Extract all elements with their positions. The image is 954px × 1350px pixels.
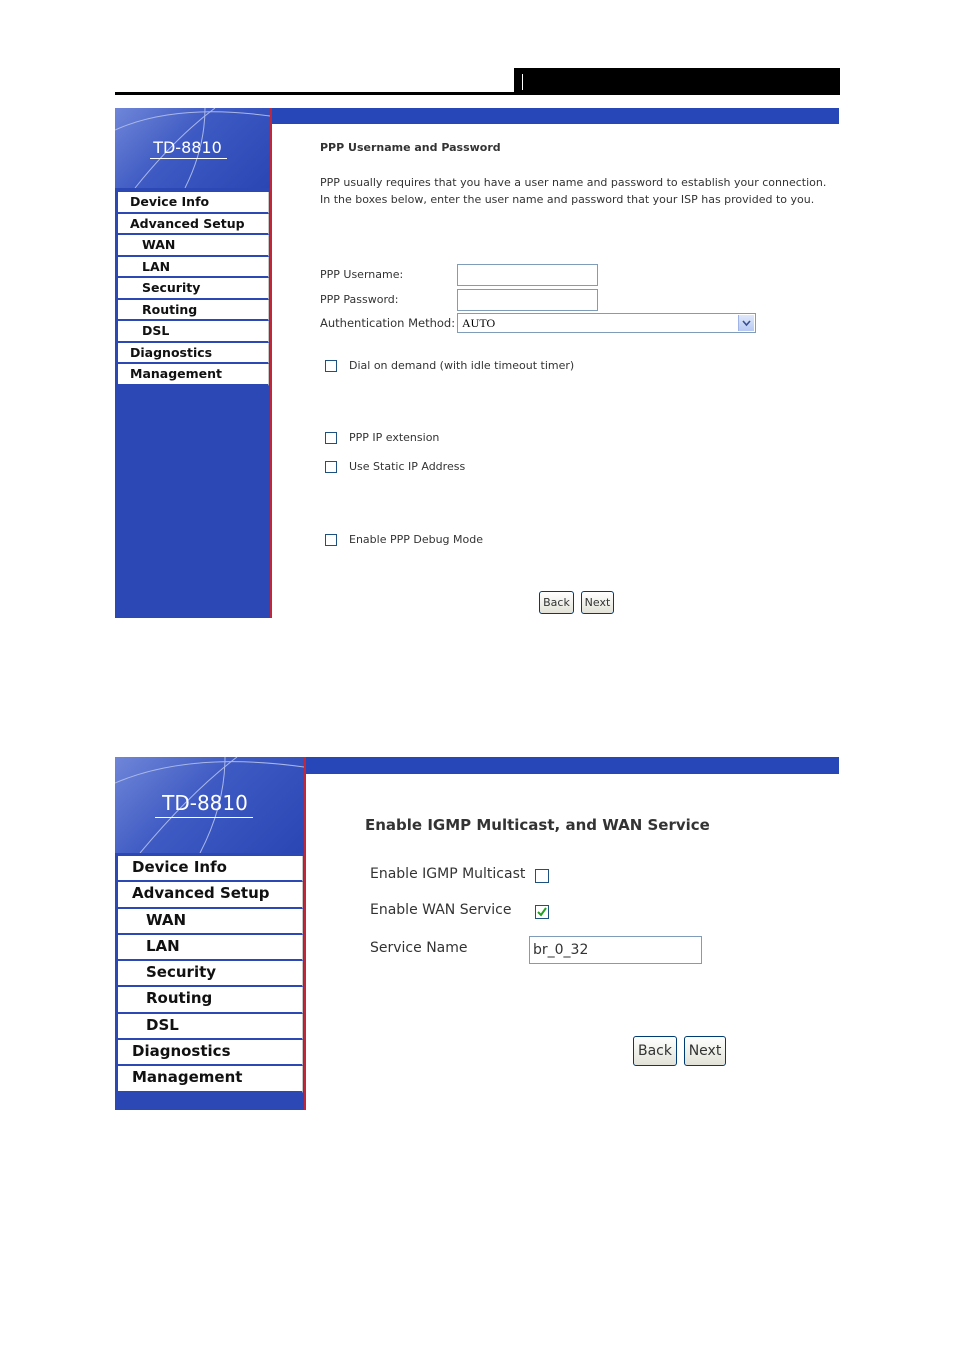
wan-service-checkbox[interactable]: [535, 905, 549, 919]
wan-service-label: Enable WAN Service: [370, 902, 512, 918]
logo-underline: [155, 817, 253, 818]
menu-diagnostics[interactable]: Diagnostics: [118, 343, 269, 365]
next-button[interactable]: Next: [581, 591, 614, 614]
menu-device-info[interactable]: Device Info: [118, 192, 269, 214]
password-input[interactable]: [457, 289, 598, 311]
ppp-ip-extension-checkbox[interactable]: [325, 432, 337, 444]
menu-advanced-setup[interactable]: Advanced Setup: [118, 882, 303, 908]
menu-dsl[interactable]: DSL: [118, 1014, 303, 1040]
menu-diagnostics[interactable]: Diagnostics: [118, 1040, 303, 1066]
igmp-label: Enable IGMP Multicast: [370, 866, 526, 882]
logo-text: TD-8810: [153, 138, 222, 157]
service-name-label: Service Name: [370, 940, 468, 956]
static-ip-checkbox[interactable]: [325, 461, 337, 473]
username-label: PPP Username:: [320, 268, 404, 281]
intro-line-1: PPP usually requires that you have a user name and password to establish your connection.: [320, 176, 827, 189]
page-title: PPP Username and Password: [320, 141, 501, 154]
service-name-input[interactable]: br_0_32: [529, 936, 702, 964]
logo-banner: [115, 108, 270, 188]
menu-routing[interactable]: Routing: [118, 987, 303, 1013]
ppp-ip-extension-label: PPP IP extension: [349, 431, 440, 444]
sidebar: [115, 757, 306, 1110]
header-divider: [522, 74, 523, 90]
back-button[interactable]: Back: [539, 591, 574, 614]
back-button[interactable]: Back: [633, 1036, 677, 1066]
next-button[interactable]: Next: [684, 1036, 726, 1066]
dial-on-demand-checkbox[interactable]: [325, 360, 337, 372]
menu-wan[interactable]: WAN: [118, 235, 269, 257]
ppp-screenshot: [115, 108, 839, 618]
logo-banner: [115, 757, 304, 853]
auth-method-select[interactable]: [457, 313, 756, 333]
wan-service-screenshot: [115, 757, 839, 1110]
igmp-checkbox[interactable]: [535, 869, 549, 883]
dial-on-demand-label: Dial on demand (with idle timeout timer): [349, 359, 575, 372]
menu-device-info[interactable]: Device Info: [118, 856, 303, 882]
auth-method-label: Authentication Method:: [320, 316, 456, 330]
menu-security[interactable]: Security: [118, 278, 269, 300]
logo-underline: [150, 158, 227, 159]
nav-menu: [118, 856, 303, 1093]
menu-wan[interactable]: WAN: [118, 909, 303, 935]
header-rule: [115, 92, 840, 95]
static-ip-label: Use Static IP Address: [349, 460, 466, 473]
header-block: [514, 68, 840, 95]
menu-dsl[interactable]: DSL: [118, 321, 269, 343]
menu-advanced-setup[interactable]: Advanced Setup: [118, 214, 269, 236]
nav-menu: [118, 192, 269, 386]
menu-management[interactable]: Management: [118, 364, 269, 386]
checkmark-icon: [537, 907, 547, 917]
debug-mode-label: Enable PPP Debug Mode: [349, 533, 484, 546]
sidebar: [115, 108, 272, 618]
menu-lan[interactable]: LAN: [118, 935, 303, 961]
username-input[interactable]: [457, 264, 598, 286]
chevron-down-icon[interactable]: [738, 315, 754, 331]
debug-mode-checkbox[interactable]: [325, 534, 337, 546]
password-label: PPP Password:: [320, 293, 399, 306]
auth-method-value: AUTO: [462, 316, 496, 330]
intro-line-2: In the boxes below, enter the user name and password that your ISP has provided to you.: [320, 193, 815, 206]
logo-text: TD-8810: [162, 791, 248, 815]
menu-lan[interactable]: LAN: [118, 257, 269, 279]
menu-security[interactable]: Security: [118, 961, 303, 987]
menu-management[interactable]: Management: [118, 1066, 303, 1092]
page-title: Enable IGMP Multicast, and WAN Service: [365, 816, 710, 834]
menu-routing[interactable]: Routing: [118, 300, 269, 322]
